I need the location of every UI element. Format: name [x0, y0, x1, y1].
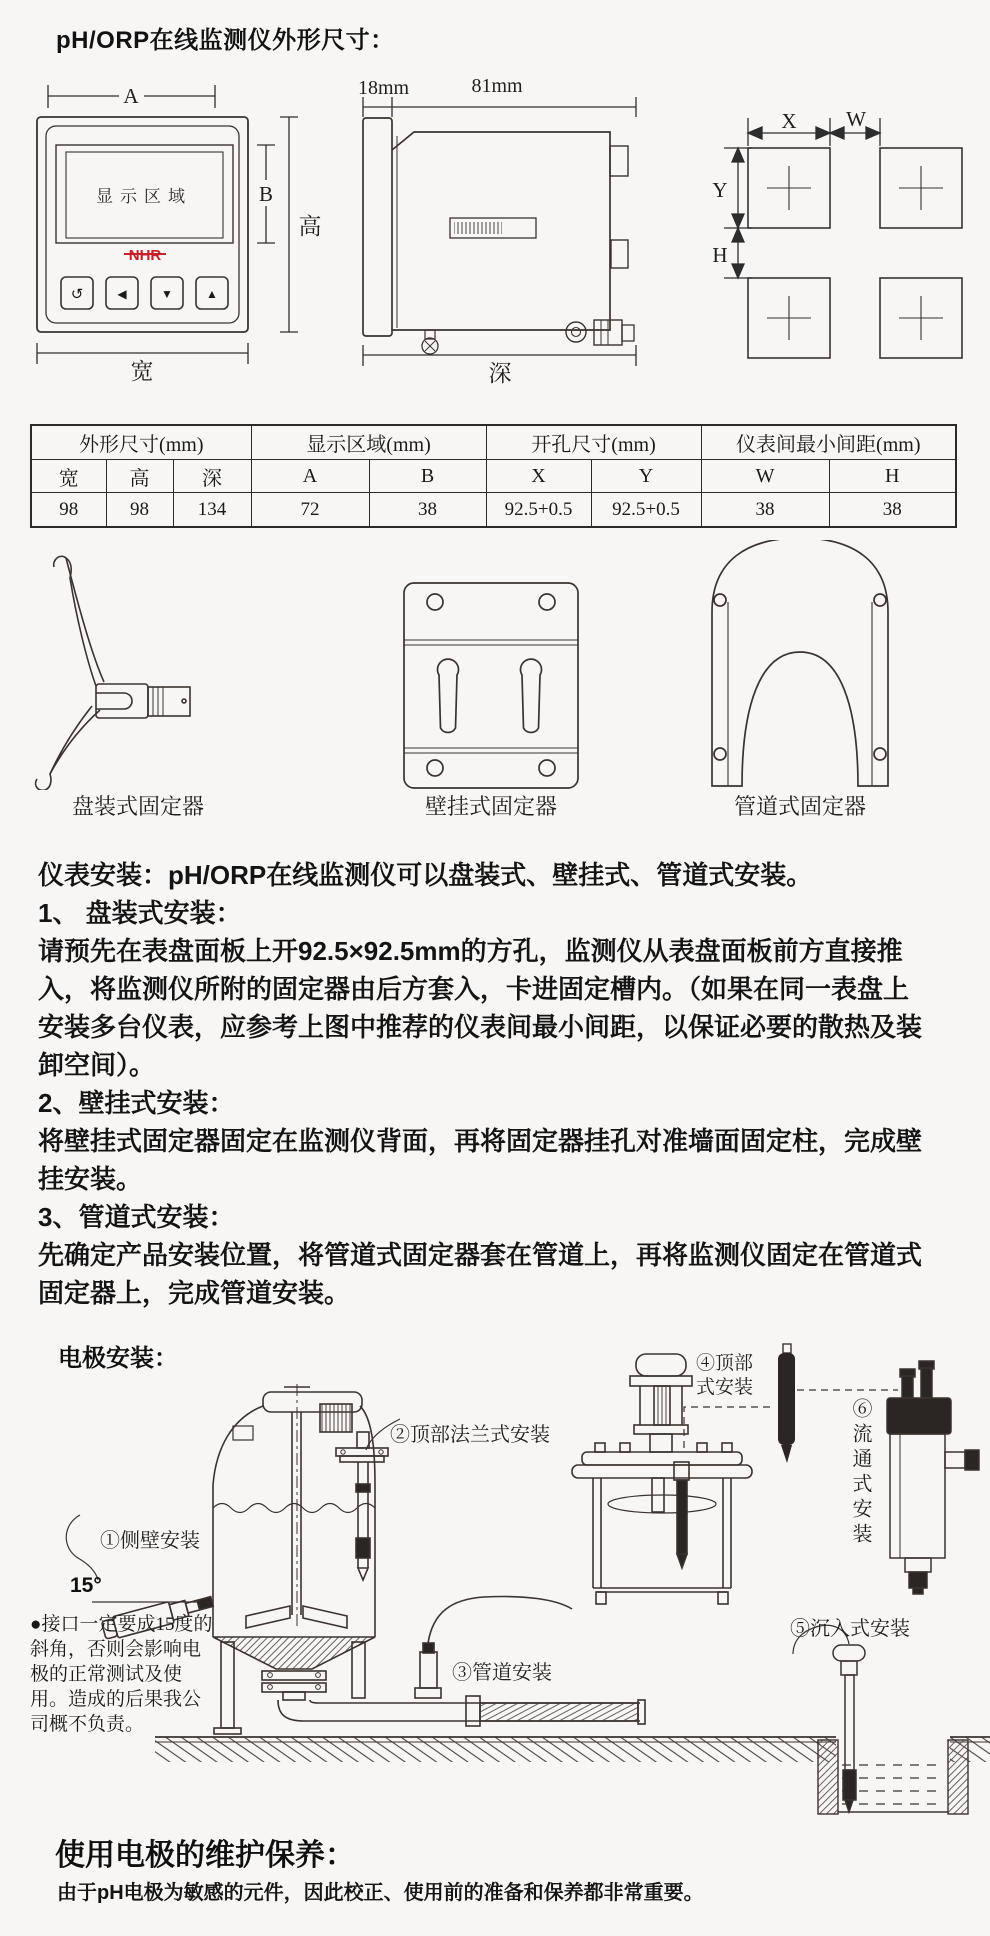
- dim-b-label: B: [258, 182, 274, 206]
- angle-warning-note: ●接口一定要成15度的斜角，否则会影响电极的正常测试及使用。造成的后果我公司概不负责。: [30, 1614, 213, 1735]
- page-title: pH/ORP在线监测仪外形尺寸：: [56, 27, 395, 54]
- cutout-pattern-drawing: [748, 148, 962, 358]
- step2-title: 2、壁挂式安装：: [38, 1088, 235, 1118]
- col-x: X: [486, 460, 591, 493]
- dim-81mm-label: 81mm: [471, 75, 523, 97]
- fixture-drawings: [30, 540, 960, 790]
- table-group-spacing: 仪表间最小间距(mm): [701, 425, 956, 460]
- installation-instructions: [38, 856, 926, 1312]
- col-b: B: [369, 460, 486, 493]
- left-glyph: ◀: [117, 287, 127, 301]
- step2-body: 将壁挂式固定器固定在监测仪背面，再将固定器挂孔对准墙面固定柱，完成壁挂安装。: [38, 1126, 923, 1194]
- pipeline-install-label: ③管道安装: [452, 1662, 552, 1684]
- wall-fixture-drawing: [404, 583, 578, 788]
- val-a: 72: [251, 493, 369, 528]
- tank-drawing: [213, 1384, 375, 1734]
- side-wall-install-label: ①侧壁安装: [100, 1530, 200, 1552]
- electrode-installation-diagram: [0, 1340, 990, 1820]
- table-group-display: 显示区域(mm): [251, 425, 486, 460]
- installation-intro: 仪表安装：pH/ORP在线监测仪可以盘装式、壁挂式、管道式安装。: [38, 860, 813, 890]
- val-x: 92.5+0.5: [486, 493, 591, 528]
- submersion-pit-drawing: [793, 1625, 968, 1814]
- step1-body: 请预先在表盘面板上开92.5×92.5mm的方孔，监测仪从表盘面板前方直接推入，将监测仪所附的固定器由后方套入，卡进固定槽内。（如果在同一表盘上安装多台仪表，应参考上图中推荐的仪表间最小间距，以保证必要的散热及装卸空间）。: [38, 936, 923, 1080]
- wall-fixture-label: 壁挂式固定器: [424, 794, 557, 819]
- top-mount-install-label: ④顶部式安装: [696, 1353, 754, 1398]
- front-dim-lines: [37, 85, 298, 364]
- side-view-drawing: [363, 118, 634, 354]
- val-h: 38: [829, 493, 956, 528]
- electrode-section-heading: 电极安装：: [58, 1345, 178, 1372]
- col-w: W: [701, 460, 829, 493]
- val-height: 98: [106, 493, 173, 528]
- val-depth: 134: [173, 493, 251, 528]
- col-h: H: [829, 460, 956, 493]
- dim-height-label: 高: [298, 214, 322, 239]
- val-w: 38: [701, 493, 829, 528]
- table-group-cutout: 开孔尺寸(mm): [486, 425, 701, 460]
- col-y: Y: [591, 460, 701, 493]
- pipe-fixture-drawing: [712, 540, 888, 786]
- maintenance-heading: 使用电极的维护保养：: [55, 1839, 355, 1872]
- dim-depth-label: 深: [488, 361, 512, 386]
- step3-title: 3、管道式安装：: [38, 1202, 235, 1232]
- col-height: 高: [106, 460, 173, 493]
- pipe-fixture-label: 管道式固定器: [733, 794, 866, 819]
- flow-through-install-label: ⑥流通式安装: [849, 1398, 871, 1548]
- val-y: 92.5+0.5: [591, 493, 701, 528]
- display-area-label: 显示区域: [96, 187, 192, 206]
- angle-label: 15°: [70, 1574, 102, 1597]
- dim-y-label: Y: [712, 178, 728, 202]
- dim-width-label: 宽: [130, 359, 154, 384]
- step1-title: 1、 盘装式安装：: [38, 898, 242, 928]
- dimension-drawings: [20, 55, 985, 400]
- up-glyph: ▲: [206, 287, 218, 301]
- submersion-install-label: ⑤沉入式安装: [790, 1618, 910, 1640]
- col-width: 宽: [31, 460, 106, 493]
- top-flange-install-label: ②顶部法兰式安装: [390, 1424, 550, 1446]
- brand-logo: NHR: [128, 247, 162, 264]
- maintenance-body: 由于pH电极为敏感的元件，因此校正、使用前的准备和保养都非常重要。: [57, 1882, 704, 1904]
- dim-w-label: W: [846, 107, 866, 131]
- dim-x-label: X: [781, 109, 797, 133]
- dim-a-label: A: [123, 84, 139, 108]
- down-glyph: ▼: [161, 287, 173, 301]
- dimensions-table: [30, 424, 957, 528]
- col-depth: 深: [173, 460, 251, 493]
- dim-18mm-label: 18mm: [358, 77, 410, 99]
- col-a: A: [251, 460, 369, 493]
- table-group-outline: 外形尺寸(mm): [31, 425, 251, 460]
- val-b: 38: [369, 493, 486, 528]
- dim-h-label: H: [712, 243, 728, 267]
- panel-fixture-label: 盘装式固定器: [71, 794, 204, 819]
- val-width: 98: [31, 493, 106, 528]
- step3-body: 先确定产品安装位置，将管道式固定器套在管道上，再将监测仪固定在管道式固定器上，完成管道安装。: [38, 1240, 923, 1308]
- flow-cell-drawing: [887, 1361, 979, 1594]
- panel-fixture-drawing: [36, 556, 190, 790]
- return-glyph: ↺: [70, 286, 84, 303]
